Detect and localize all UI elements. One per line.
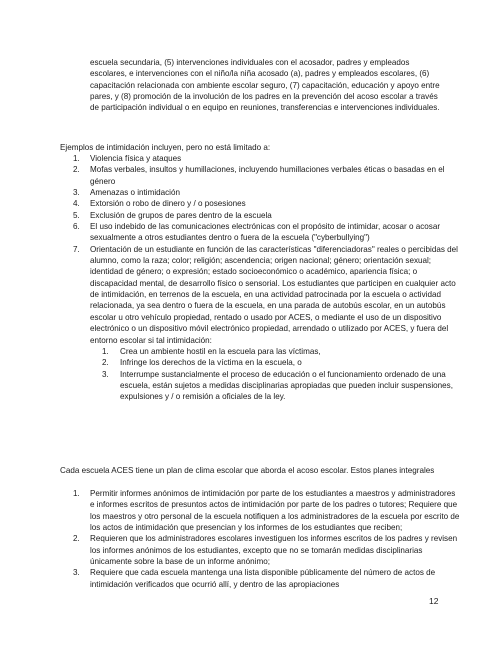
plan-list xyxy=(60,488,460,590)
list-item: 4. Extorsión o robo de dinero y / o posesiones xyxy=(73,199,246,209)
list-item: 2. Mofas verbales, insultos y humillaciones, incluyendo humillaciones verbales éticas o basadas en el género xyxy=(73,165,445,186)
continuation-paragraph: escuela secundaria, (5) intervenciones individuales con el acosador, padres y empleados escolares, e intervenciones con el niño/la niña acosado (a), padres y empleados escolares, (6) capacitación relacionada con ambiente escolar seguro, (7) capacitación, educación y apoyo entre pares, y (8) promoción de la involución de los padres en la prevención del acoso escolar a través de participación individual o en equipo en reuniones, transferencias e intervenciones individuales. xyxy=(90,58,440,113)
list-item: 3. Requiere que cada escuela mantenga una lista disponible públicamente del número de actos de intimidación verificados que ocurrió allí, y dentro de las apropiaciones xyxy=(73,568,436,589)
list-item: 2. Requieren que los administradores escolares investiguen los informes escritos de los padres y revisen los informes anónimos de los estudiantes, excepto que no se tomarán medidas disciplinarias únicamente sobre la base de un informe anónimo; xyxy=(73,534,458,567)
list-item: 5. Exclusión de grupos de pares dentro de la escuela xyxy=(73,210,272,220)
list-item: 1. Violencia física y ataques xyxy=(73,154,182,163)
list-item: 1. Permitir informes anónimos de intimidación por parte de los estudiantes a maestros y administradores e informes escritos de presuntos actos de intimidación por parte de los padres o tutores; Requiere que los maestros y otro personal de la escuela notifiquen a los administradores de la escuela por escrito de los actos de intimidación que presencian y los informes de los estudiantes que reciben; xyxy=(73,489,460,533)
sub-list-item: 1. Crea un ambiente hostil en la escuela para las víctimas, xyxy=(102,346,321,356)
list-item: 3. Amenazas o intimidación xyxy=(73,188,180,198)
sub-list-item: 3. Interrumpe sustancialmente el proceso de educación o el funcionamiento ordenado de una escuela, están sujetos a medidas disciplinarias apropiadas que pueden incluir suspensiones, expulsiones y / o remisión a oficiales de la ley. xyxy=(102,369,453,402)
examples-intro: Ejemplos de intimidación incluyen, pero no está limitado a: xyxy=(60,143,271,152)
examples-list xyxy=(60,153,460,403)
list-item: 7. Orientación de un estudiante en función de las características "diferenciadoras" reales o percibidas del alumno, como la raza; color; religión; ascendencia; origen nacional; género; orientación sexual; identidad de género; o expresión; estado socioeconómico o académico, apariencia física; o discapacidad mental, de desarrollo físico o sensorial. Los estudiantes que participen en cualquier acto de intimidación, en terrenos de la escuela, en una actividad patrocinada por la escuela o actividad relacionada, ya sea dentro o fuera de la escuela, en una parada de autobús escolar, en un autobús escolar u otro vehículo propiedad, rentado o usado por ACES, o mediante el uso de un dispositivo electrónico o un dispositivo móvil electrónico propiedad, arrendado o utilizado por ACES, y fuera del entorno escolar si tal intimidación: 1. Crea un ambiente hostil en la escuela para las víctimas, 2. Infringe los derechos de la víctima en la escuela, o 3. Interrumpe sustancialmente el proceso de educación o el funcionamiento ordenado de una escuela, están sujetos a medidas disciplinarias apropiadas que pueden incluir suspensiones, expulsiones y / o remisión a oficiales de la ley. xyxy=(60,244,460,403)
page-number: 12 xyxy=(429,596,439,606)
plan-intro: Cada escuela ACES tiene un plan de clima escolar que aborda el acoso escolar. Estos planes integrales xyxy=(60,466,435,475)
sub-list xyxy=(90,346,460,403)
list-item: 6. El uso indebido de las comunicaciones electrónicas con el propósito de intimidar, acosar o acosar sexualmente a otros estudiantes dentro o fuera de la escuela ("cyberbullying") xyxy=(73,222,441,243)
sub-list-item: 2. Infringe los derechos de la víctima en la escuela, o xyxy=(102,358,302,368)
